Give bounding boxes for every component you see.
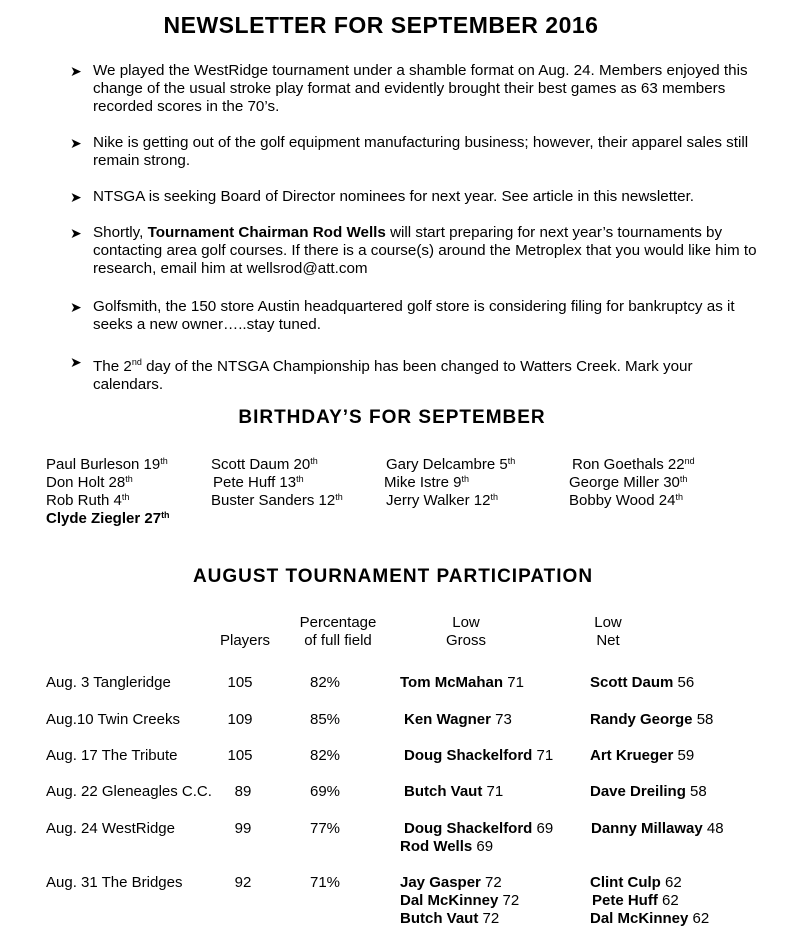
- birthday-entry: Scott Daum 20th: [211, 456, 318, 473]
- tournament-date-course: Aug. 31 The Bridges: [46, 874, 183, 891]
- low-net-winner: Dave Dreiling 58: [590, 783, 707, 800]
- low-gross-winner: Doug Shackelford 71: [404, 747, 554, 764]
- low-net-winner: Pete Huff 62: [592, 892, 679, 909]
- players-count: 109: [227, 711, 253, 728]
- low-gross-winner: Jay Gasper 72: [400, 874, 502, 891]
- tournament-date-course: Aug. 17 The Tribute: [46, 747, 178, 764]
- birthday-entry: Buster Sanders 12th: [211, 492, 343, 509]
- bullet-tournament-chairman: Shortly, Tournament Chairman Rod Wells will start preparing for next year’s tournaments by contacting area golf courses. If there is a course(s) around the Metroplex that you would like him to research, email him at wellsrod@att.com: [93, 224, 757, 277]
- column-header-low-gross: Low Gross: [445, 614, 486, 649]
- low-gross-winner: Ken Wagner 73: [404, 711, 512, 728]
- birthday-entry: Paul Burleson 19th: [46, 456, 168, 473]
- low-net-winner: Art Krueger 59: [590, 747, 695, 764]
- arrow-bullet-icon: ➤: [70, 63, 82, 79]
- tournament-date-course: Aug.10 Twin Creeks: [46, 711, 180, 728]
- players-count: 92: [234, 874, 252, 891]
- bullet-golfsmith: Golfsmith, the 150 store Austin headquartered golf store is considering filing for bankruptcy as it seeks a new owner…..stay tuned.: [93, 298, 735, 333]
- low-gross-winner: Rod Wells 69: [400, 838, 494, 855]
- column-header-percentage: Percentage of full field: [299, 614, 377, 649]
- low-gross-winner: Butch Vaut 72: [400, 910, 500, 927]
- birthday-entry: Mike Istre 9th: [384, 474, 470, 491]
- arrow-bullet-icon: ➤: [70, 225, 82, 241]
- players-count: 89: [234, 783, 252, 800]
- tournament-date-course: Aug. 22 Gleneagles C.C.: [46, 783, 212, 800]
- birthday-entry: Don Holt 28th: [46, 474, 133, 491]
- birthday-entry: Ron Goethals 22nd: [572, 456, 695, 473]
- low-gross-winner: Doug Shackelford 69: [404, 820, 554, 837]
- page-title: NEWSLETTER FOR SEPTEMBER 2016: [163, 12, 599, 38]
- tournament-date-course: Aug. 24 WestRidge: [46, 820, 175, 837]
- field-percentage: 82%: [309, 674, 341, 691]
- column-header-players: Players: [219, 632, 271, 649]
- bullet-board-nominees: NTSGA is seeking Board of Director nominees for next year. See article in this newsletter.: [93, 188, 695, 205]
- low-gross-winner: Dal McKinney 72: [400, 892, 520, 909]
- low-net-winner: Danny Millaway 48: [591, 820, 724, 837]
- tournament-date-course: Aug. 3 Tangleridge: [46, 674, 171, 691]
- birthday-entry: Pete Huff 13th: [213, 474, 304, 491]
- birthday-entry: Jerry Walker 12th: [386, 492, 498, 509]
- field-percentage: 71%: [309, 874, 341, 891]
- arrow-bullet-icon: ➤: [70, 135, 82, 151]
- arrow-bullet-icon: ➤: [70, 299, 82, 315]
- bullet-championship: The 2nd day of the NTSGA Championship has been changed to Watters Creek. Mark your calendars.: [93, 357, 693, 394]
- bullet-nike: Nike is getting out of the golf equipment manufacturing business; however, their apparel sales still remain strong.: [93, 134, 749, 169]
- field-percentage: 82%: [309, 747, 341, 764]
- low-net-winner: Dal McKinney 62: [590, 910, 710, 927]
- players-count: 99: [234, 820, 252, 837]
- birthday-entry: Gary Delcambre 5th: [386, 456, 516, 473]
- players-count: 105: [227, 747, 253, 764]
- low-gross-winner: Tom McMahan 71: [400, 674, 524, 691]
- low-net-winner: Randy George 58: [590, 711, 714, 728]
- birthday-entry: Clyde Ziegler 27th: [46, 510, 170, 527]
- birthday-entry: Bobby Wood 24th: [569, 492, 683, 509]
- chairman-name: Tournament Chairman Rod Wells: [147, 224, 386, 241]
- field-percentage: 77%: [309, 820, 341, 837]
- low-net-winner: Scott Daum 56: [590, 674, 695, 691]
- participation-heading: AUGUST TOURNAMENT PARTICIPATION: [192, 566, 594, 587]
- arrow-bullet-icon: ➤: [70, 189, 82, 205]
- low-gross-winner: Butch Vaut 71: [404, 783, 504, 800]
- low-net-winner: Clint Culp 62: [590, 874, 682, 891]
- field-percentage: 85%: [309, 711, 341, 728]
- birthday-entry: George Miller 30th: [569, 474, 688, 491]
- players-count: 105: [227, 674, 253, 691]
- birthdays-heading: BIRTHDAY’S FOR SEPTEMBER: [238, 407, 546, 428]
- column-header-low-net: Low Net: [594, 614, 622, 649]
- birthday-entry: Rob Ruth 4th: [46, 492, 130, 509]
- bullet-wesridge-shamble: We played the WestRidge tournament under a shamble format on Aug. 24. Members enjoyed this change of the usual stroke play format and evidently brought their best games as 63 members recorded scores in the 70’s.: [93, 62, 748, 115]
- field-percentage: 69%: [309, 783, 341, 800]
- arrow-bullet-icon: ➤: [70, 354, 82, 370]
